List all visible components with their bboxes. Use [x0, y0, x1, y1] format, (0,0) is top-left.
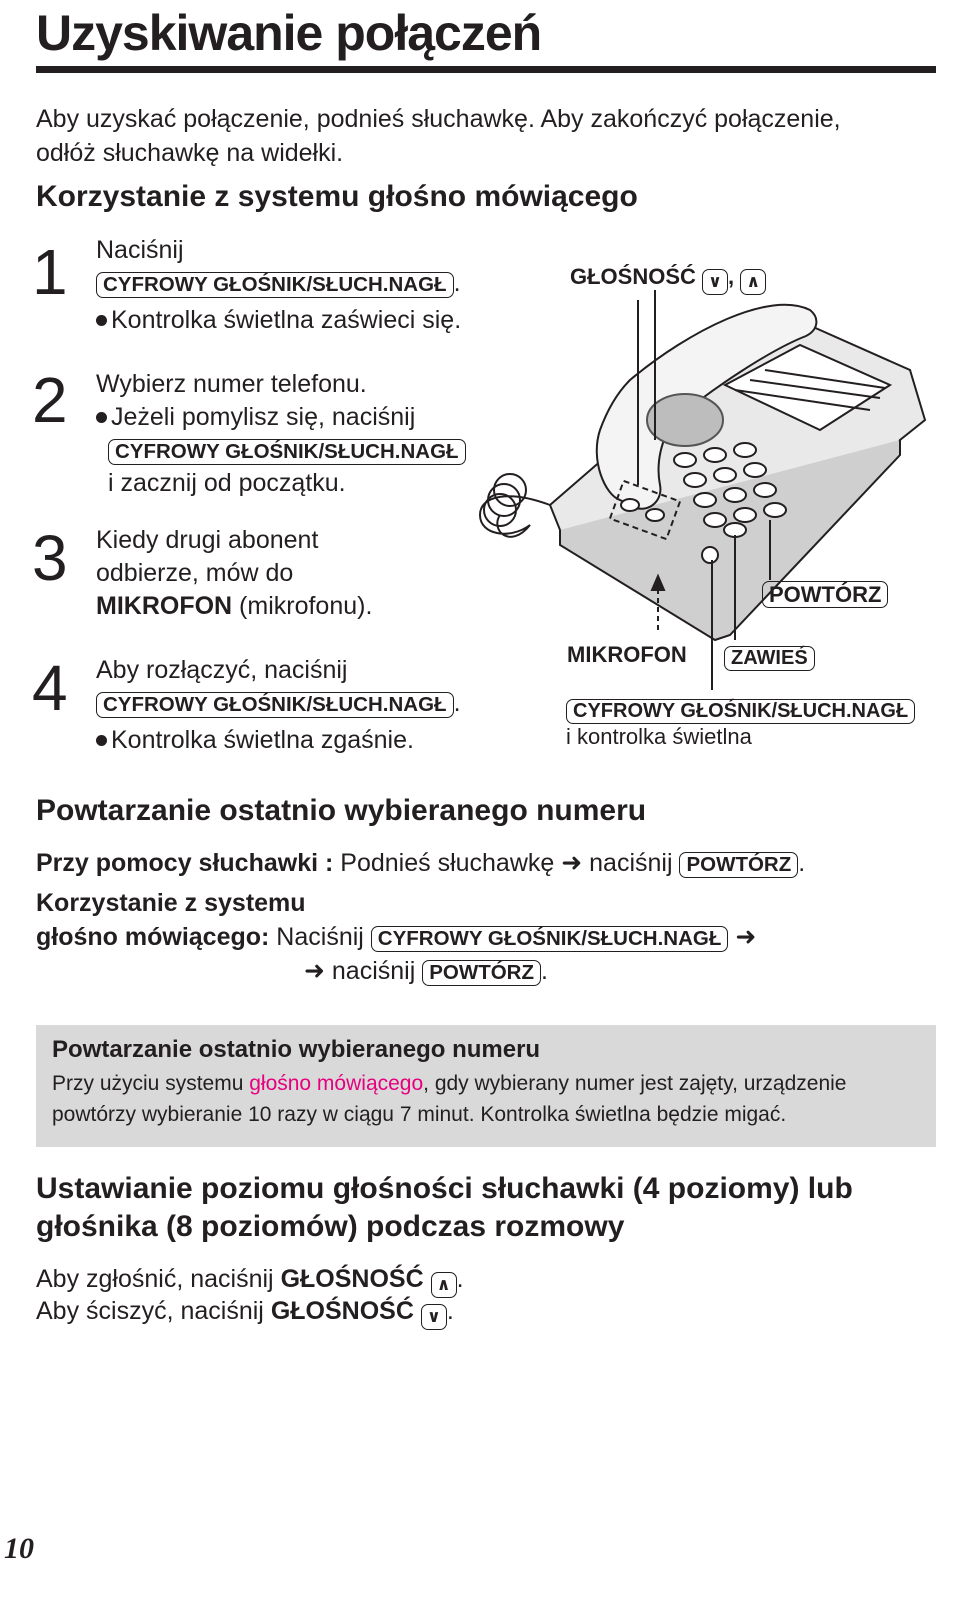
redial-speaker-press: naciśnij: [331, 957, 416, 985]
step-3-line-2: odbierze, mów do: [96, 559, 294, 587]
volume-label: GŁOŚNOŚĆ: [570, 264, 696, 289]
step-2-bullet: Jeżeli pomylisz się, naciśnij: [111, 403, 416, 431]
volume-up: Aby zgłośnić, naciśnij GŁOŚNOŚĆ ∧ .: [36, 1262, 464, 1298]
volume-key: GŁOŚNOŚĆ: [270, 1297, 414, 1325]
step-number-2: 2: [32, 364, 68, 436]
step-3-rest: (mikrofonu).: [232, 592, 373, 620]
microphone-label: MIKROFON: [567, 642, 687, 667]
redial-heading: Powtarzanie ostatnio wybieranego numeru: [36, 794, 647, 827]
note-post: , gdy wybierany numer jest zajęty, urządzenie: [423, 1072, 847, 1095]
intro-line-2: odłóż słuchawkę na widełki.: [36, 139, 344, 167]
volume-heading: [36, 1170, 853, 1246]
step-2: [96, 368, 466, 500]
redial-handset-press: naciśnij: [589, 849, 673, 877]
redial-speaker-bold-1: Korzystanie z systemu: [36, 889, 306, 917]
volume-heading-2: głośnika (8 poziomów) podczas rozmowy: [36, 1210, 625, 1243]
step-2-text: Wybierz numer telefonu.: [96, 370, 367, 398]
redial-label: POWTÓRZ: [762, 581, 888, 608]
right-arrow-icon: ➜: [561, 849, 583, 877]
page-number: 10: [4, 1532, 34, 1565]
step-number-4: 4: [32, 652, 68, 724]
telephone-illustration: [470, 290, 940, 690]
redial-speaker: Korzystanie z systemu głośno mówiącego: Naciśnij CYFROWY GŁOŚNIK/SŁUCH.NAGŁ ➜ ➜ naciśnij POWTÓRZ .: [36, 889, 757, 985]
indicator-label: i kontrolka świetlna: [566, 724, 752, 749]
step-2-after: i zacznij od początku.: [108, 469, 346, 497]
step-4-bullet: Kontrolka świetlna zgaśnie.: [111, 726, 414, 754]
volume-label-group: GŁOŚNOŚĆ ∨ , ∧: [570, 264, 766, 295]
speaker-key: CYFROWY GŁOŚNIK/SŁUCH.NAGŁ: [108, 439, 466, 465]
redial-handset-text: Podnieś słuchawkę: [333, 849, 555, 877]
volume-down-text: Aby ściszyć, naciśnij: [36, 1297, 264, 1325]
step-number-3: 3: [32, 522, 68, 594]
mikrofon-bold: MIKROFON: [96, 592, 233, 620]
intro-line-1: Aby uzyskać połączenie, podnieś słuchawkę. Aby zakończyć połączenie,: [36, 105, 841, 133]
chevron-up-icon: ∧: [740, 269, 766, 295]
note-pre: Przy użyciu systemu: [52, 1072, 250, 1095]
redial-speaker-text: Naciśnij: [269, 923, 364, 951]
chevron-down-icon: ∨: [702, 269, 728, 295]
bullet-icon: [96, 735, 107, 746]
volume-heading-1: Ustawianie poziomu głośności słuchawki (4 poziomy) lub: [36, 1172, 853, 1205]
step-number-1: 1: [32, 236, 68, 308]
volume-down: Aby ściszyć, naciśnij GŁOŚNOŚĆ ∨ .: [36, 1294, 454, 1330]
step-1: Naciśnij CYFROWY GŁOŚNIK/SŁUCH.NAGŁ . Kontrolka świetlna zaświeci się.: [96, 236, 462, 334]
speaker-key: CYFROWY GŁOŚNIK/SŁUCH.NAGŁ: [96, 272, 454, 298]
diagram-speaker-key: CYFROWY GŁOŚNIK/SŁUCH.NAGŁ: [566, 697, 915, 724]
redial-key: POWTÓRZ: [422, 960, 541, 986]
intro: [36, 102, 841, 170]
chevron-up-icon: ∧: [431, 1272, 457, 1298]
volume-key: GŁOŚNOŚĆ: [280, 1265, 424, 1293]
redial-handset: Przy pomocy słuchawki : Podnieś słuchawkę ➜ naciśnij POWTÓRZ .: [36, 849, 806, 877]
redial-key: POWTÓRZ: [679, 852, 798, 878]
note-pink: głośno mówiącego: [249, 1072, 424, 1095]
step-4: Aby rozłączyć, naciśnij CYFROWY GŁOŚNIK/SŁUCH.NAGŁ . Kontrolka świetlna zgaśnie.: [96, 656, 461, 754]
speakerphone-heading: Korzystanie z systemu głośno mówiącego: [36, 180, 638, 213]
title-rule: [36, 66, 936, 73]
step-3: [96, 524, 372, 623]
note-heading: Powtarzanie ostatnio wybieranego numeru: [52, 1036, 541, 1063]
bullet-icon: [96, 412, 107, 423]
step-3-line-1: Kiedy drugi abonent: [96, 526, 319, 554]
note-body: [52, 1068, 846, 1130]
step-1-text: Naciśnij: [96, 236, 184, 264]
speaker-key: CYFROWY GŁOŚNIK/SŁUCH.NAGŁ: [371, 926, 729, 952]
chevron-down-icon: ∨: [421, 1304, 447, 1330]
step-4-text: Aby rozłączyć, naciśnij: [96, 656, 348, 684]
page-title: Uzyskiwanie połączeń: [36, 5, 542, 61]
hold-label: ZAWIEŚ: [724, 644, 815, 671]
volume-up-text: Aby zgłośnić, naciśnij: [36, 1265, 274, 1293]
step-1-bullet: Kontrolka świetlna zaświeci się.: [111, 306, 462, 334]
speaker-key: CYFROWY GŁOŚNIK/SŁUCH.NAGŁ: [96, 692, 454, 718]
right-arrow-icon: ➜: [735, 923, 757, 951]
right-arrow-icon: ➜: [304, 957, 325, 985]
redial-handset-bold: Przy pomocy słuchawki :: [36, 849, 334, 877]
redial-speaker-bold-2: głośno mówiącego:: [36, 923, 270, 951]
note-line-2: powtórzy wybieranie 10 razy w ciągu 7 minut. Kontrolka świetlna będzie migać.: [52, 1103, 787, 1126]
bullet-icon: [96, 315, 107, 326]
